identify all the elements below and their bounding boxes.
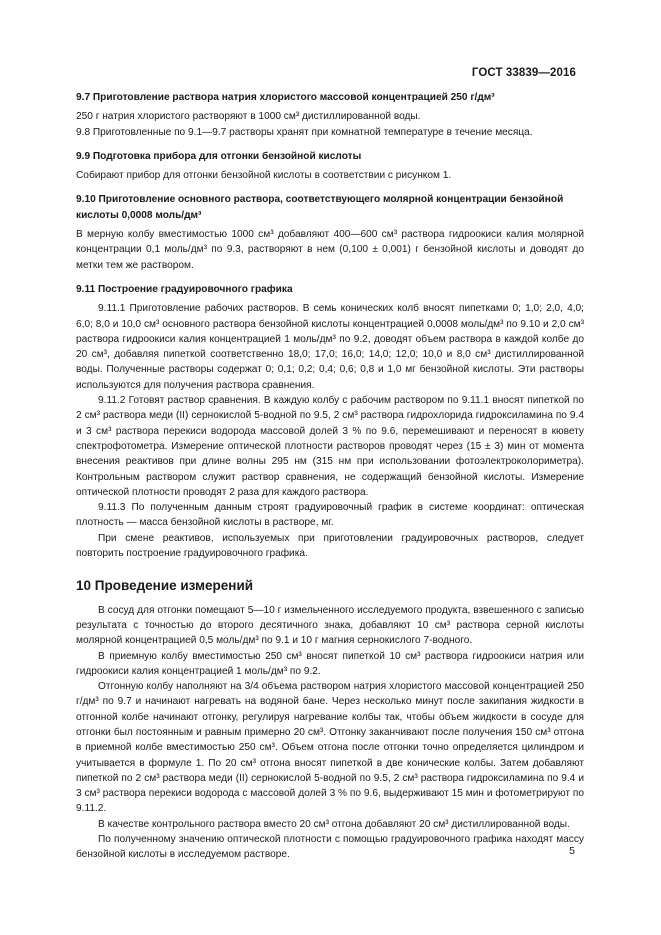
section-10-p2: В приемную колбу вместимостью 250 см³ вносят пипеткой 10 см³ раствора гидроокиси натрия или гидроокиси калия концентрацией 1 моль/дм³ по 9.2. (76, 650, 584, 677)
section-10-p1: В сосуд для отгонки помещают 5—10 г измельченного исследуемого продукта, взвешенного с записью результата с точностью до второго десятичного знака, добавляют 10 см³ раствора серной кислоты молярной концентрацией 0,5 моль/дм³ по 9.1 и 10 г магния сернокислого 7-водного. (76, 604, 584, 647)
section-9-10-text: В мерную колбу вместимостью 1000 см³ добавляют 400—600 см³ раствора гидроокиси калия молярной концентрации 0,1 моль/дм³ по 9.3, растворяют в нем (0,100 ± 0,001) г бензойной кислоты и доводят до метки тем же раствором. (76, 229, 584, 271)
section-9-8-text: 9.8 Приготовленные по 9.1—9.7 растворы хранят при комнатной температуре в течение месяца. (76, 126, 533, 138)
section-10-p5: По полученному значению оптической плотности с помощью градуировочного графика находят массу бензойной кислоты в исследуемом растворе. (76, 834, 584, 861)
page-number: 5 (569, 845, 575, 857)
section-9-11-title: 9.11 Построение градуировочного графика (76, 283, 293, 295)
section-9-11-1-text: 9.11.1 Приготовление рабочих растворов. В семь конических колб вносят пипетками 0; 1,0; 2,0, 4,0; 6,0; 8,0 и 10,0 см³ основного раствора бензойной кислоты концентрацией 0,0008 моль/дм³ по 9.10 и 2,0 см³ раствора гидроокиси калия концентрацией 1 моль/дм³ по 9.2, доводят объем раствора в каждой колбе до 20 см³, добавляя пипеткой соответственно 18,0; 17,0; 16,0; 14,0; 12,0; 10,0 и 8,0 см³ дистиллированной воды. Полученные растворы содержат 0; 0,1; 0,2; 0,4; 0,6; 0,8 и 1,0 мг бензойной кислоты. Эти растворы используются для получения раствора сравнения. (76, 303, 584, 391)
section-10-p3: Отгонную колбу наполняют на 3/4 объема раствором натрия хлористого массовой концентрацией 250 г/дм³ по 9.7 и начинают нагревать на водяной бане. Через несколько минут после закипания жидкости в отгонной колбе начинают отгонку, регулируя нагревание колбы так, чтобы объем жидкости в сосуде для отгонки был постоянным и равным примерно 20 см³. Отгонку заканчивают после получения 150 см³ отгона в приемной колбе вместимостью 250 см³. Объем отгона после отгонки точно определяется цилиндром и учитывается в формуле 1. По 20 см³ отгона вносят пипеткой в две конические колбы. Затем добавляют пипеткой по 2 см³ раствора меди (II) сернокислой 5-водной по 9.5, 2 см³ раствора гидроксиламина по 9.4 и 3 см³ раствора перекиси водорода с массовой долей 3 % по 9.6, выдерживают 15 мин и фотометрируют по 9.11.2. (76, 681, 584, 815)
section-9-11-note: При смене реактивов, используемых при приготовлении градуировочных растворов, следует повторить построение градуировочного графика. (76, 532, 584, 560)
section-9-11-2-text: 9.11.2 Готовят раствор сравнения. В каждую колбу с рабочим раствором по 9.11.1 вносят пипеткой по 2 см³ раствора меди (II) сернокислой 5-водной по 9.5, 2 см³ раствора гидрохлорида гидроксиламина по 9.4 и 3 см³ раствора перекиси водорода массовой долей 3 % по 9.6, перемешивают и переносят в кювету спектрофотометра. Измерение оптической плотности растворов проводят через (15 ± 3) мин от момента внесения реактивов при длине волны 295 нм (315 нм при использовании фотоэлектроколориметра). Контрольным раствором служит раствор сравнения, не содержащий бензойной кислоты. Измерение оптической плотности проводят 2 раза для каждого раствора. (76, 395, 584, 498)
section-9-7-title: 9.7 Приготовление раствора натрия хлористого массовой концентрацией 250 г/дм³ (76, 92, 495, 103)
section-9-9-title: 9.9 Подготовка прибора для отгонки бензойной кислоты (76, 150, 362, 162)
section-9-11-3-text: 9.11.3 По полученным данным строят градуировочный график в системе координат: оптическая плотность — масса бензойной кислоты в растворе, мг. (76, 502, 584, 529)
document-id-header: ГОСТ 33839—2016 (471, 67, 576, 79)
section-10-title: 10 Проведение измерений (76, 578, 254, 594)
section-9-10-title: 9.10 Приготовление основного раствора, соответствующего молярной концентрации бензойной кислоты 0,0008 моль/дм³ (76, 194, 564, 221)
section-10-p4: В качестве контрольного раствора вместо 20 см³ отгона добавляют 20 см³ дистиллированной воды. (98, 818, 570, 830)
section-9-9-text: Собирают прибор для отгонки бензойной кислоты в соответствии с рисунком 1. (76, 170, 452, 182)
section-9-7-text: 250 г натрия хлористого растворяют в 1000 см³ дистиллированной воды. (76, 111, 421, 123)
page-content (76, 90, 584, 863)
